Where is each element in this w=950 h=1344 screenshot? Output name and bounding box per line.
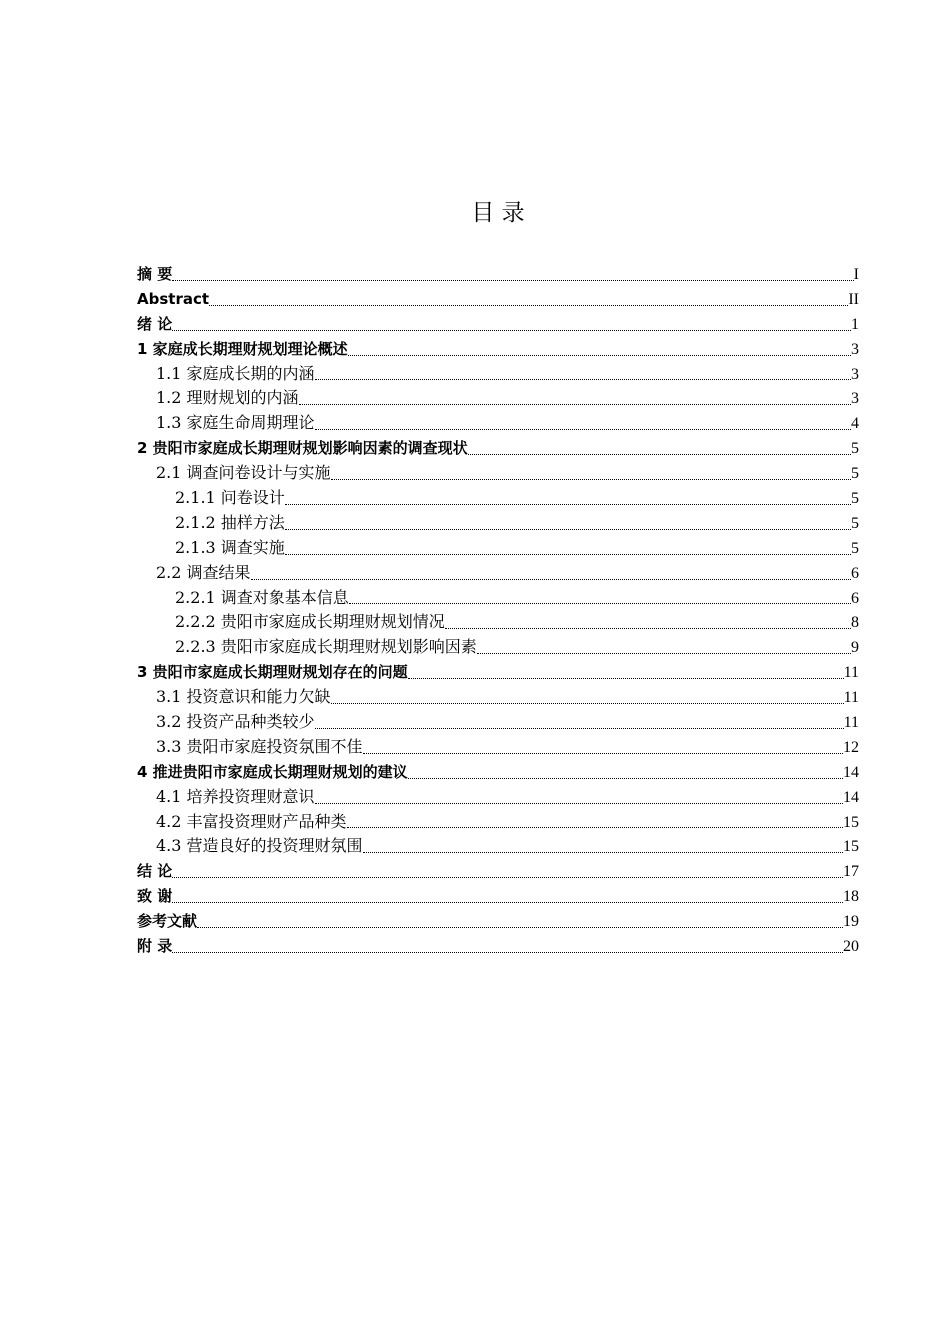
toc-entry-label: 1.1 家庭成长期的内涵: [156, 363, 315, 383]
toc-page-number: 5: [851, 465, 859, 483]
toc-page-number: 19: [843, 913, 859, 931]
toc-page-number: 5: [851, 490, 859, 508]
toc-page-number: II: [848, 290, 859, 308]
toc-entry-label: 3.3 贵阳市家庭投资氛围不佳: [156, 736, 363, 756]
toc-dot-leader: [197, 926, 843, 928]
toc-entry[interactable]: [137, 710, 859, 735]
toc-entry[interactable]: [137, 810, 859, 835]
toc-dot-leader: [468, 453, 851, 455]
toc-dot-leader: [331, 702, 844, 704]
toc-dot-leader: [408, 677, 844, 679]
toc-dot-leader: [172, 951, 843, 953]
toc-page-number: 14: [843, 788, 859, 806]
toc-dot-leader: [363, 752, 843, 754]
toc-entry[interactable]: [137, 909, 859, 934]
toc-title: 目 录: [471, 200, 525, 226]
toc-page-number: 20: [843, 938, 859, 956]
toc-entry[interactable]: [137, 934, 859, 959]
toc-dot-leader: [348, 354, 851, 356]
toc-entry[interactable]: [137, 436, 859, 461]
toc-dot-leader: [172, 876, 843, 878]
toc-entry-label: 附 录: [137, 937, 173, 956]
toc-page-number: 5: [851, 539, 859, 557]
toc-page-number: 8: [851, 614, 859, 632]
toc-entry-label: 1 家庭成长期理财规划理论概述: [137, 339, 348, 358]
toc-entry-label: 2.2.1 调查对象基本信息: [175, 587, 349, 607]
toc-dot-leader: [445, 627, 851, 629]
toc-entry-label: 3.1 投资意识和能力欠缺: [156, 687, 331, 707]
toc-dot-leader: [285, 528, 851, 530]
toc-dot-leader: [408, 777, 843, 779]
toc-entry-label: 参考文献: [137, 912, 198, 931]
toc-entry[interactable]: [137, 312, 859, 337]
toc-page-number: 11: [843, 664, 859, 682]
toc-dot-leader: [251, 578, 851, 580]
toc-entry[interactable]: [137, 411, 859, 436]
toc-entry[interactable]: [137, 834, 859, 859]
toc-entry[interactable]: [137, 287, 859, 312]
toc-dot-leader: [285, 553, 851, 555]
toc-entry[interactable]: [137, 660, 859, 685]
toc-page-number: 18: [843, 888, 859, 906]
toc-page-number: I: [853, 266, 859, 283]
toc-page-number: 5: [851, 440, 859, 458]
toc-page-number: 15: [843, 813, 859, 831]
toc-entry[interactable]: [137, 461, 859, 486]
toc-entry[interactable]: [137, 685, 859, 710]
toc-entry-label: 3.2 投资产品种类较少: [156, 712, 315, 732]
toc-dot-leader: [363, 851, 843, 853]
toc-entry-label: 4.3 营造良好的投资理财氛围: [156, 836, 363, 856]
toc-entry[interactable]: [137, 561, 859, 586]
toc-entry[interactable]: [137, 785, 859, 810]
toc-entry[interactable]: [137, 486, 859, 511]
toc-entry-label: 2.2 调查结果: [156, 562, 251, 582]
toc-page-number: 11: [843, 689, 859, 707]
toc-entry[interactable]: [137, 386, 859, 411]
toc-entry[interactable]: [137, 337, 859, 362]
toc-entry-label: 2 贵阳市家庭成长期理财规划影响因素的调查现状: [137, 439, 468, 458]
toc-page-number: 3: [851, 340, 859, 358]
toc-list: [137, 262, 859, 959]
toc-dot-leader: [172, 279, 853, 281]
toc-entry-label: 绪 论: [137, 314, 173, 333]
toc-entry[interactable]: [137, 586, 859, 611]
toc-dot-leader: [172, 901, 843, 903]
toc-entry-label: 2.1.3 调查实施: [175, 537, 285, 557]
toc-page-number: 6: [851, 589, 859, 607]
toc-dot-leader: [172, 329, 851, 331]
toc-entry-label: 2.1.1 问卷设计: [175, 488, 285, 508]
toc-entry-label: 致 谢: [137, 887, 173, 906]
toc-entry-label: 4.2 丰富投资理财产品种类: [156, 811, 347, 831]
toc-page-number: 3: [851, 365, 859, 383]
toc-page-number: 3: [851, 390, 859, 408]
toc-entry-label: 1.2 理财规划的内涵: [156, 388, 299, 408]
toc-page-number: 11: [843, 714, 859, 732]
toc-entry[interactable]: [137, 635, 859, 660]
toc-dot-leader: [285, 503, 851, 505]
toc-entry[interactable]: [137, 511, 859, 536]
toc-entry[interactable]: [137, 362, 859, 387]
toc-dot-leader: [331, 478, 851, 480]
toc-dot-leader: [299, 403, 851, 405]
toc-entry-label: 2.1 调查问卷设计与实施: [156, 463, 331, 483]
toc-page-number: 5: [851, 514, 859, 532]
toc-dot-leader: [209, 304, 848, 306]
toc-dot-leader: [347, 826, 843, 828]
toc-dot-leader: [315, 802, 843, 804]
toc-dot-leader: [315, 727, 844, 729]
toc-page-number: 6: [851, 564, 859, 582]
toc-page-number: 9: [851, 639, 859, 657]
toc-page-number: 12: [843, 738, 859, 756]
toc-entry-label: 摘 要: [137, 265, 173, 283]
toc-entry-label: 结 论: [137, 862, 173, 881]
toc-dot-leader: [315, 378, 851, 380]
toc-entry-label: 4 推进贵阳市家庭成长期理财规划的建议: [137, 762, 408, 781]
toc-entry-label: 1.3 家庭生命周期理论: [156, 413, 315, 433]
toc-dot-leader: [315, 428, 851, 430]
toc-page-number: 15: [843, 838, 859, 856]
toc-page-number: 4: [851, 415, 859, 433]
toc-page-number: 1: [851, 315, 859, 333]
toc-dot-leader: [477, 652, 851, 654]
toc-page-number: 17: [843, 863, 859, 881]
toc-entry[interactable]: [137, 610, 859, 635]
toc-entry[interactable]: [137, 884, 859, 909]
toc-entry-label: 3 贵阳市家庭成长期理财规划存在的问题: [137, 663, 408, 682]
toc-entry[interactable]: [137, 536, 859, 561]
toc-entry[interactable]: [137, 760, 859, 785]
toc-entry[interactable]: [137, 735, 859, 760]
toc-entry-label: 2.1.2 抽样方法: [175, 512, 285, 532]
toc-entry-label: 4.1 培养投资理财意识: [156, 786, 315, 806]
toc-page-number: 14: [843, 763, 859, 781]
toc-entry[interactable]: [137, 859, 859, 884]
toc-entry-label: 2.2.2 贵阳市家庭成长期理财规划情况: [175, 612, 445, 632]
toc-entry[interactable]: [137, 262, 859, 287]
toc-entry-label: 2.2.3 贵阳市家庭成长期理财规划影响因素: [175, 637, 477, 657]
toc-dot-leader: [349, 602, 851, 604]
toc-entry-label: Abstract: [137, 289, 210, 308]
